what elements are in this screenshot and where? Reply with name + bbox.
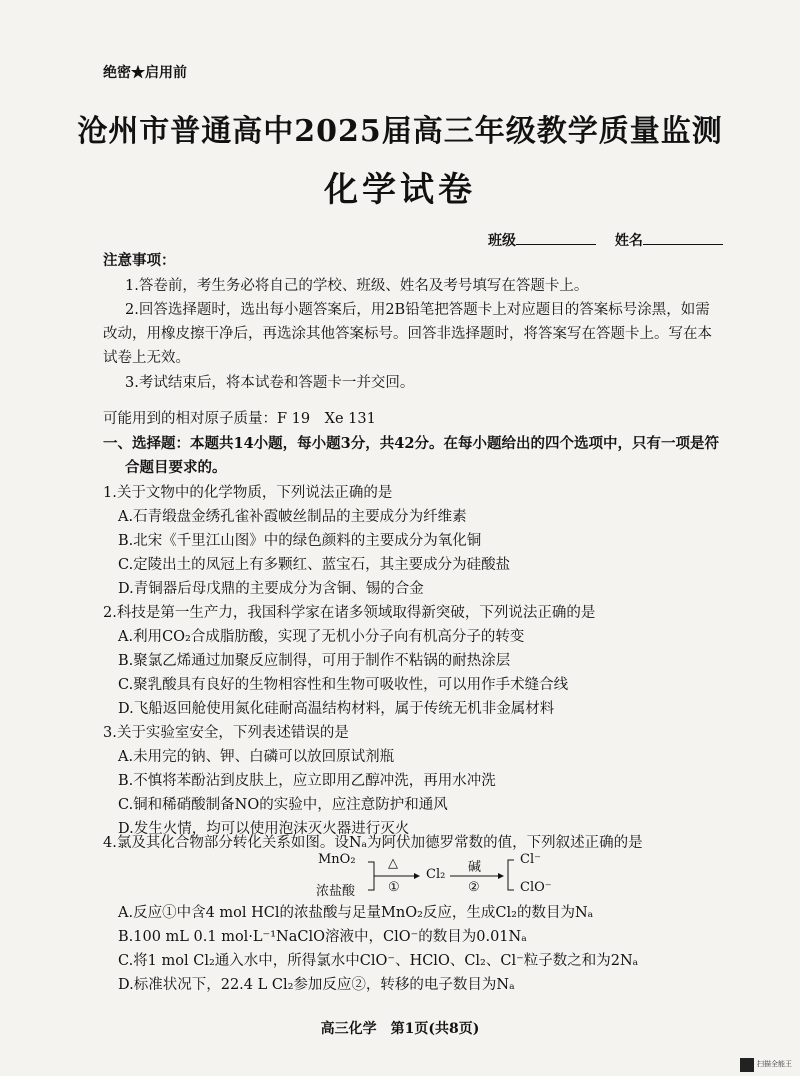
- intermediate-cl2: Cl₂: [426, 867, 446, 882]
- qr-code-icon: [740, 1058, 754, 1072]
- question-4-stem: 4.氯及其化合物部分转化关系如图。设Nₐ为阿伏加德罗常数的值，下列叙述正确的是: [103, 835, 643, 851]
- reactant-mno2: MnO₂: [318, 852, 356, 867]
- product-chloride: Cl⁻: [520, 852, 541, 867]
- question-3-option-c: C.铜和稀硝酸制备NO的实验中，应注意防护和通风: [118, 797, 448, 813]
- class-label: 班级: [488, 233, 516, 249]
- notes-line-2b: 改动，用橡皮擦干净后，再选涂其他答案标号。回答非选择题时，将答案写在答题卡上。写在本: [103, 326, 712, 342]
- condition-heat: △: [388, 856, 398, 871]
- notes-header: 注意事项：: [103, 252, 176, 269]
- scanner-watermark: 扫描全能王: [757, 1060, 792, 1068]
- class-blank: [516, 230, 596, 245]
- question-1-option-c: C.定陵出土的凤冠上有多颗红、蓝宝石，其主要成分为硅酸盐: [118, 557, 511, 573]
- product-hypochlorite: ClO⁻: [520, 880, 552, 895]
- question-4-option-b: B.100 mL 0.1 mol·L⁻¹NaClO溶液中，ClO⁻的数目为0.01Nₐ: [118, 929, 527, 945]
- notes-line-2a: 2.回答选择题时，选出每小题答案后，用2B铅笔把答题卡上对应题目的答案标号涂黑，如需: [125, 302, 710, 318]
- reaction-1-label: ①: [388, 880, 400, 895]
- reaction-2-label: ②: [468, 880, 480, 895]
- question-1-option-a: A.石青缎盘金绣孔雀补霞帔丝制品的主要成分为纤维素: [118, 509, 467, 525]
- exam-title: 沧州市普通高中2025届高三年级教学质量监测: [77, 114, 723, 149]
- section-1-heading: 一、选择题：本题共14小题，每小题3分，共42分。在每小题给出的四个选项中，只有一项是符: [103, 435, 719, 452]
- notes-line-1: 1.答卷前，考生务必将自己的学校、班级、姓名及考号填写在答题卡上。: [125, 278, 589, 294]
- confidential-label: 绝密★启用前: [103, 65, 187, 81]
- student-info-fields: [488, 230, 737, 250]
- section-1-heading-cont: 合题目要求的。: [125, 459, 227, 476]
- question-1-stem: 1.关于文物中的化学物质，下列说法正确的是: [103, 485, 393, 501]
- question-4-option-c: C.将1 mol Cl₂通入水中，所得氯水中ClO⁻、HClO、Cl₂、Cl⁻粒子数之和为2Nₐ: [118, 953, 639, 969]
- question-2-stem: 2.科技是第一生产力，我国科学家在诸多领域取得新突破，下列说法正确的是: [103, 605, 596, 621]
- question-4-option-d: D.标准状况下，22.4 L Cl₂参加反应②，转移的电子数目为Nₐ: [118, 977, 515, 993]
- notes-line-2c: 试卷上无效。: [103, 350, 190, 366]
- reactant-bracket: [368, 862, 374, 890]
- chlorine-conversion-diagram: [310, 852, 570, 900]
- question-3-option-d: D.发生火情，均可以使用泡沫灭火器进行灭火: [118, 821, 410, 837]
- reaction-2-arrowhead: [498, 873, 504, 879]
- question-2-option-a: A.利用CO₂合成脂肪酸，实现了无机小分子向有机高分子的转变: [118, 629, 525, 645]
- question-3-stem: 3.关于实验室安全，下列表述错误的是: [103, 725, 349, 741]
- product-bracket: [508, 860, 514, 890]
- notes-line-3: 3.考试结束后，将本试卷和答题卡一并交回。: [125, 375, 415, 391]
- question-3-option-a: A.未用完的钠、钾、白磷可以放回原试剂瓶: [118, 749, 395, 765]
- question-2-option-d: D.飞船返回舱使用氮化硅耐高温结构材料，属于传统无机非金属材料: [118, 701, 555, 717]
- atomic-masses: 可能用到的相对原子质量：F 19 Xe 131: [103, 411, 376, 427]
- question-4-option-a: A.反应①中含4 mol HCl的浓盐酸与足量MnO₂反应，生成Cl₂的数目为Nₐ: [118, 905, 594, 921]
- page-footer: 高三化学 第1页(共8页): [320, 1021, 480, 1037]
- question-1-option-b: B.北宋《千里江山图》中的绿色颜料的主要成分为氧化铜: [118, 533, 482, 549]
- question-3-option-b: B.不慎将苯酚沾到皮肤上，应立即用乙醇冲洗，再用水冲洗: [118, 773, 496, 789]
- name-blank: [643, 230, 723, 245]
- condition-base: 碱: [468, 860, 482, 875]
- reactant-conc-hcl: 浓盐酸: [316, 884, 356, 899]
- name-label: 姓名: [614, 233, 643, 249]
- subject-title: 化学试卷: [324, 170, 476, 210]
- question-2-option-b: B.聚氯乙烯通过加聚反应制得，可用于制作不粘锅的耐热涂层: [118, 653, 511, 669]
- question-2-option-c: C.聚乳酸具有良好的生物相容性和生物可吸收性，可以用作手术缝合线: [118, 677, 569, 693]
- question-1-option-d: D.青铜器后母戊鼎的主要成分为含铜、锡的合金: [118, 581, 424, 597]
- reaction-1-arrowhead: [414, 873, 420, 879]
